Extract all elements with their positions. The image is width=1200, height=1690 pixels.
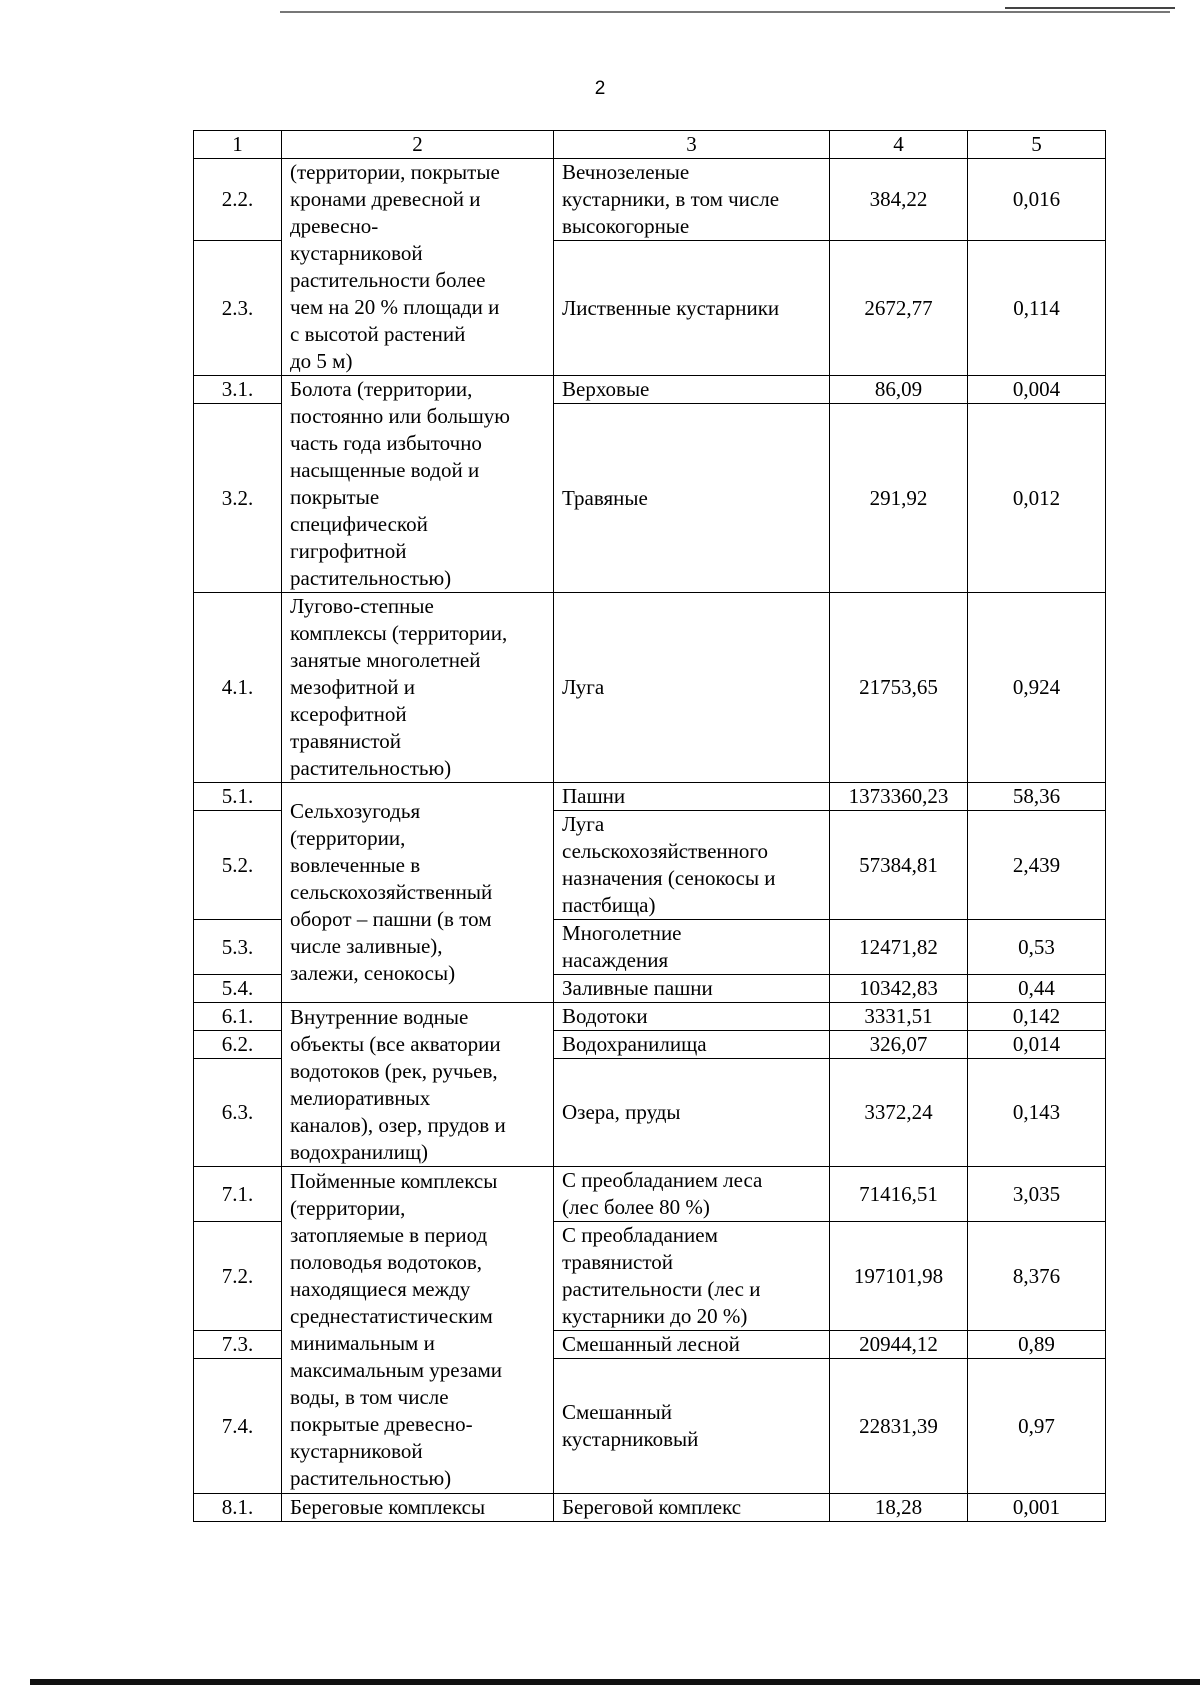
- row-id: 2.2.: [194, 159, 282, 241]
- subtype-cell: Смешанный кустарниковый: [554, 1359, 830, 1494]
- area-cell: 57384,81: [830, 811, 968, 920]
- table-row: [194, 783, 1106, 811]
- area-cell: 3372,24: [830, 1059, 968, 1167]
- group-description: Береговые комплексы: [282, 1494, 554, 1522]
- percent-cell: 58,36: [968, 783, 1106, 811]
- subtype-cell: Озера, пруды: [554, 1059, 830, 1167]
- percent-cell: 0,89: [968, 1331, 1106, 1359]
- row-id: 5.1.: [194, 783, 282, 811]
- percent-cell: 0,97: [968, 1359, 1106, 1494]
- row-id: 6.3.: [194, 1059, 282, 1167]
- subtype-cell: Вечнозеленые кустарники, в том числе высокогорные: [554, 159, 830, 241]
- column-header: 1: [194, 131, 282, 159]
- subtype-cell: Береговой комплекс: [554, 1494, 830, 1522]
- row-id: 6.1.: [194, 1003, 282, 1031]
- area-cell: 1373360,23: [830, 783, 968, 811]
- percent-cell: 0,143: [968, 1059, 1106, 1167]
- subtype-cell: Лиственные кустарники: [554, 241, 830, 376]
- subtype-cell: Заливные пашни: [554, 975, 830, 1003]
- area-cell: 22831,39: [830, 1359, 968, 1494]
- subtype-cell: Луга сельскохозяйственного назначения (сенокосы и пастбища): [554, 811, 830, 920]
- percent-cell: 0,014: [968, 1031, 1106, 1059]
- subtype-cell: Водотоки: [554, 1003, 830, 1031]
- row-id: 5.3.: [194, 920, 282, 975]
- area-cell: 86,09: [830, 376, 968, 404]
- area-cell: 3331,51: [830, 1003, 968, 1031]
- area-cell: 2672,77: [830, 241, 968, 376]
- percent-cell: 0,142: [968, 1003, 1106, 1031]
- row-id: 7.1.: [194, 1167, 282, 1222]
- column-header: 4: [830, 131, 968, 159]
- land-cover-table: [193, 130, 1106, 1522]
- subtype-cell: С преобладанием леса (лес более 80 %): [554, 1167, 830, 1222]
- percent-cell: 0,012: [968, 404, 1106, 593]
- row-id: 2.3.: [194, 241, 282, 376]
- group-description: Сельхозугодья (территории, вовлеченные в сельскохозяйственный оборот – пашни (в том числе заливные), залежи, сенокосы): [282, 783, 554, 1003]
- column-header: 3: [554, 131, 830, 159]
- percent-cell: 8,376: [968, 1222, 1106, 1331]
- table-row: [194, 376, 1106, 404]
- group-description: Внутренние водные объекты (все акватории водотоков (рек, ручьев, мелиоративных каналов), озер, прудов и водохранилищ): [282, 1003, 554, 1167]
- percent-cell: 0,004: [968, 376, 1106, 404]
- row-id: 7.3.: [194, 1331, 282, 1359]
- subtype-cell: Верховые: [554, 376, 830, 404]
- area-cell: 384,22: [830, 159, 968, 241]
- percent-cell: 0,44: [968, 975, 1106, 1003]
- page-number: 2: [594, 78, 606, 99]
- area-cell: 20944,12: [830, 1331, 968, 1359]
- table-row: [194, 593, 1106, 783]
- table-row: [194, 159, 1106, 241]
- row-id: 7.4.: [194, 1359, 282, 1494]
- table-row: [194, 1494, 1106, 1522]
- scan-edge-line: [280, 11, 1170, 13]
- percent-cell: 0,114: [968, 241, 1106, 376]
- subtype-cell: Смешанный лесной: [554, 1331, 830, 1359]
- row-id: 8.1.: [194, 1494, 282, 1522]
- group-description: Пойменные комплексы (территории, затопляемые в период половодья водотоков, находящиеся между среднестатистическим минимальным и максимальным урезами воды, в том числе покрытые древесно- кустарниковой растительностью): [282, 1167, 554, 1494]
- area-cell: 291,92: [830, 404, 968, 593]
- row-id: 7.2.: [194, 1222, 282, 1331]
- percent-cell: 0,53: [968, 920, 1106, 975]
- row-id: 4.1.: [194, 593, 282, 783]
- scan-edge-line: [1005, 7, 1175, 9]
- group-description: (территории, покрытые кронами древесной и древесно- кустарниковой растительности более чем на 20 % площади и с высотой растений до 5 м): [282, 159, 554, 376]
- subtype-cell: Многолетние насаждения: [554, 920, 830, 975]
- area-cell: 10342,83: [830, 975, 968, 1003]
- percent-cell: 2,439: [968, 811, 1106, 920]
- row-id: 3.2.: [194, 404, 282, 593]
- area-cell: 197101,98: [830, 1222, 968, 1331]
- area-cell: 21753,65: [830, 593, 968, 783]
- subtype-cell: Пашни: [554, 783, 830, 811]
- row-id: 3.1.: [194, 376, 282, 404]
- row-id: 5.2.: [194, 811, 282, 920]
- header-row: [194, 131, 1106, 159]
- group-description: Болота (территории, постоянно или большую часть года избыточно насыщенные водой и покрытые специфической гигрофитной растительностью): [282, 376, 554, 593]
- scan-edge-line: [30, 1679, 1200, 1685]
- percent-cell: 0,924: [968, 593, 1106, 783]
- column-header: 5: [968, 131, 1106, 159]
- subtype-cell: Водохранилища: [554, 1031, 830, 1059]
- percent-cell: 3,035: [968, 1167, 1106, 1222]
- subtype-cell: Луга: [554, 593, 830, 783]
- subtype-cell: С преобладанием травянистой растительности (лес и кустарники до 20 %): [554, 1222, 830, 1331]
- row-id: 5.4.: [194, 975, 282, 1003]
- table-row: [194, 1003, 1106, 1031]
- subtype-cell: Травяные: [554, 404, 830, 593]
- area-cell: 18,28: [830, 1494, 968, 1522]
- area-cell: 12471,82: [830, 920, 968, 975]
- area-cell: 326,07: [830, 1031, 968, 1059]
- column-header: 2: [282, 131, 554, 159]
- row-id: 6.2.: [194, 1031, 282, 1059]
- area-cell: 71416,51: [830, 1167, 968, 1222]
- group-description: Лугово-степные комплексы (территории, занятые многолетней мезофитной и ксерофитной травянистой растительностью): [282, 593, 554, 783]
- percent-cell: 0,001: [968, 1494, 1106, 1522]
- percent-cell: 0,016: [968, 159, 1106, 241]
- table-row: [194, 1167, 1106, 1222]
